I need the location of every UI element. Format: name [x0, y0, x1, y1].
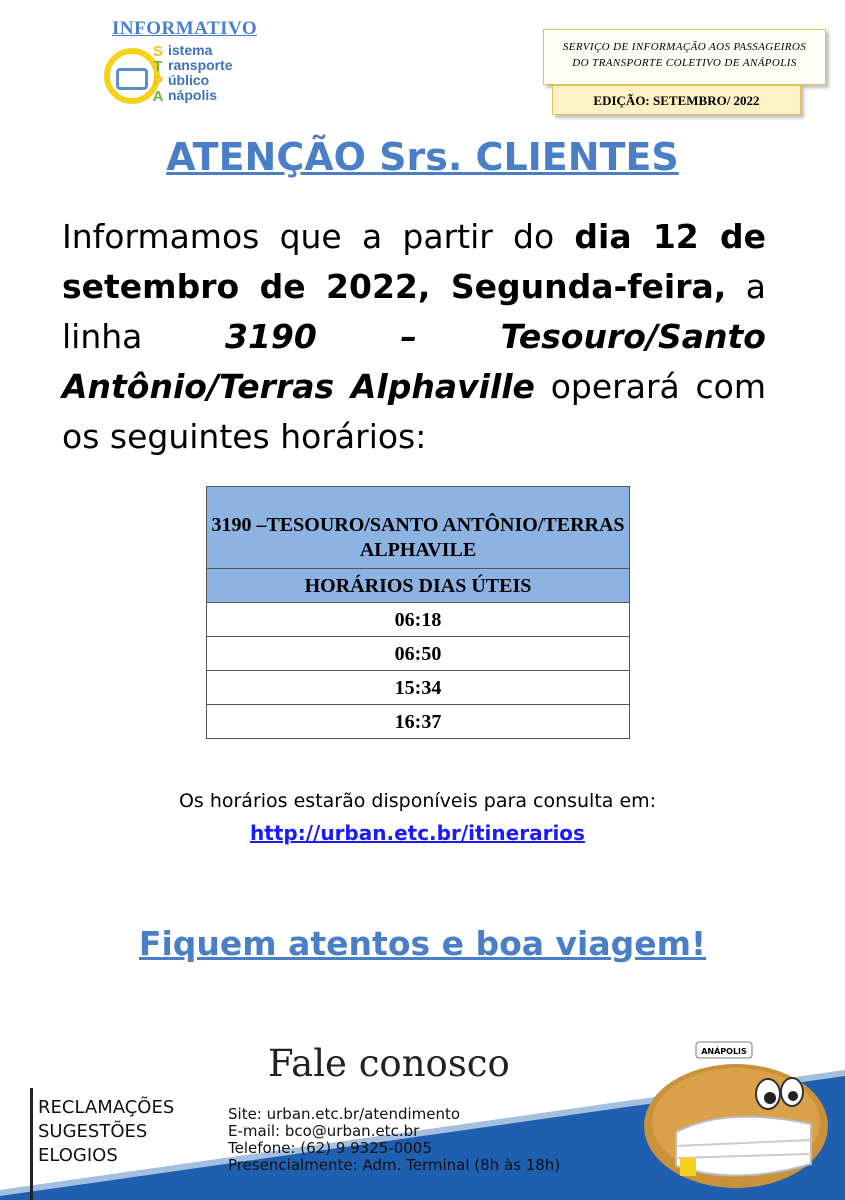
logo-word: úblico	[168, 72, 210, 88]
consult-note: Os horários estarão disponíveis para consulta em:	[178, 790, 657, 812]
schedule-time: 06:50	[207, 637, 630, 671]
itinerarios-link[interactable]: http://urban.etc.br/itinerarios	[250, 821, 585, 845]
service-info-line: DO TRANSPORTE COLETIVO DE ANÁPOLIS	[572, 57, 797, 69]
fale-conosco-heading: Fale conosco	[268, 1042, 510, 1085]
page-title	[0, 135, 845, 179]
service-info-box	[543, 29, 826, 85]
schedule-subheader: HORÁRIOS DIAS ÚTEIS	[207, 569, 630, 603]
footer-divider	[30, 1088, 33, 1200]
logo-word: nápolis	[168, 87, 218, 103]
feedback-type: RECLAMAÇÕES	[38, 1097, 175, 1118]
schedule-time: 15:34	[207, 671, 630, 705]
table-row	[207, 603, 630, 637]
announcement-date: dia 12 de setembro de 2022, Segunda-feira,	[62, 217, 767, 306]
announcement-text: operará com os seguintes horários:	[62, 367, 767, 456]
announcement-text: Informamos que a partir do	[62, 217, 575, 256]
feedback-type: SUGESTÕES	[38, 1121, 148, 1142]
logo-word: ransporte	[168, 57, 233, 73]
contact-phone: Telefone: (62) 9 9325-0005	[228, 1139, 432, 1157]
page-title-text: ATENÇÃO Srs. CLIENTES	[166, 135, 679, 179]
service-info-line: SERVIÇO DE INFORMAÇÃO AOS PASSAGEIROS	[562, 41, 807, 53]
bus-mascot-icon	[636, 1036, 836, 1196]
logo-words	[168, 43, 233, 103]
logo-letter: A	[152, 88, 164, 105]
logo-letter: P	[152, 73, 163, 90]
contact-email[interactable]: E-mail: bco@urban.etc.br	[228, 1122, 420, 1140]
schedule-line-header: 3190 –TESOURO/SANTO ANTÔNIO/TERRAS ALPHAVILE	[207, 487, 630, 569]
mascot-plate: ANÁPOLIS	[701, 1047, 747, 1056]
table-row	[207, 671, 630, 705]
table-row	[207, 637, 630, 671]
logo-title: INFORMATIVO	[112, 18, 258, 39]
edition-badge: EDIÇÃO: SETEMBRO/ 2022	[552, 85, 801, 115]
stpa-logo	[104, 18, 279, 104]
logo-letter: S	[152, 43, 163, 60]
closing-message: Fiquem atentos e boa viagem!	[138, 924, 707, 963]
feedback-type: ELOGIOS	[38, 1145, 118, 1166]
feedback-types	[38, 1096, 174, 1168]
announcement-text: a linha	[62, 267, 766, 356]
logo-letter: T	[153, 58, 163, 75]
logo-word: istema	[168, 42, 213, 58]
logo-initials	[148, 44, 168, 104]
table-row	[207, 705, 630, 739]
announcement-paragraph	[62, 212, 766, 462]
contact-site[interactable]: Site: urban.etc.br/atendimento	[228, 1105, 461, 1123]
announcement-line-name: 3190 – Tesouro/Santo Antônio/Terras Alphaville	[62, 317, 766, 406]
contact-footer	[0, 1030, 845, 1200]
bus-icon	[116, 68, 148, 90]
schedule-time: 16:37	[207, 705, 630, 739]
schedule-table	[206, 486, 630, 739]
contact-in-person: Presencialmente: Adm. Terminal (8h às 18h)	[228, 1156, 561, 1174]
schedule-time: 06:18	[207, 603, 630, 637]
contact-list	[228, 1106, 560, 1174]
